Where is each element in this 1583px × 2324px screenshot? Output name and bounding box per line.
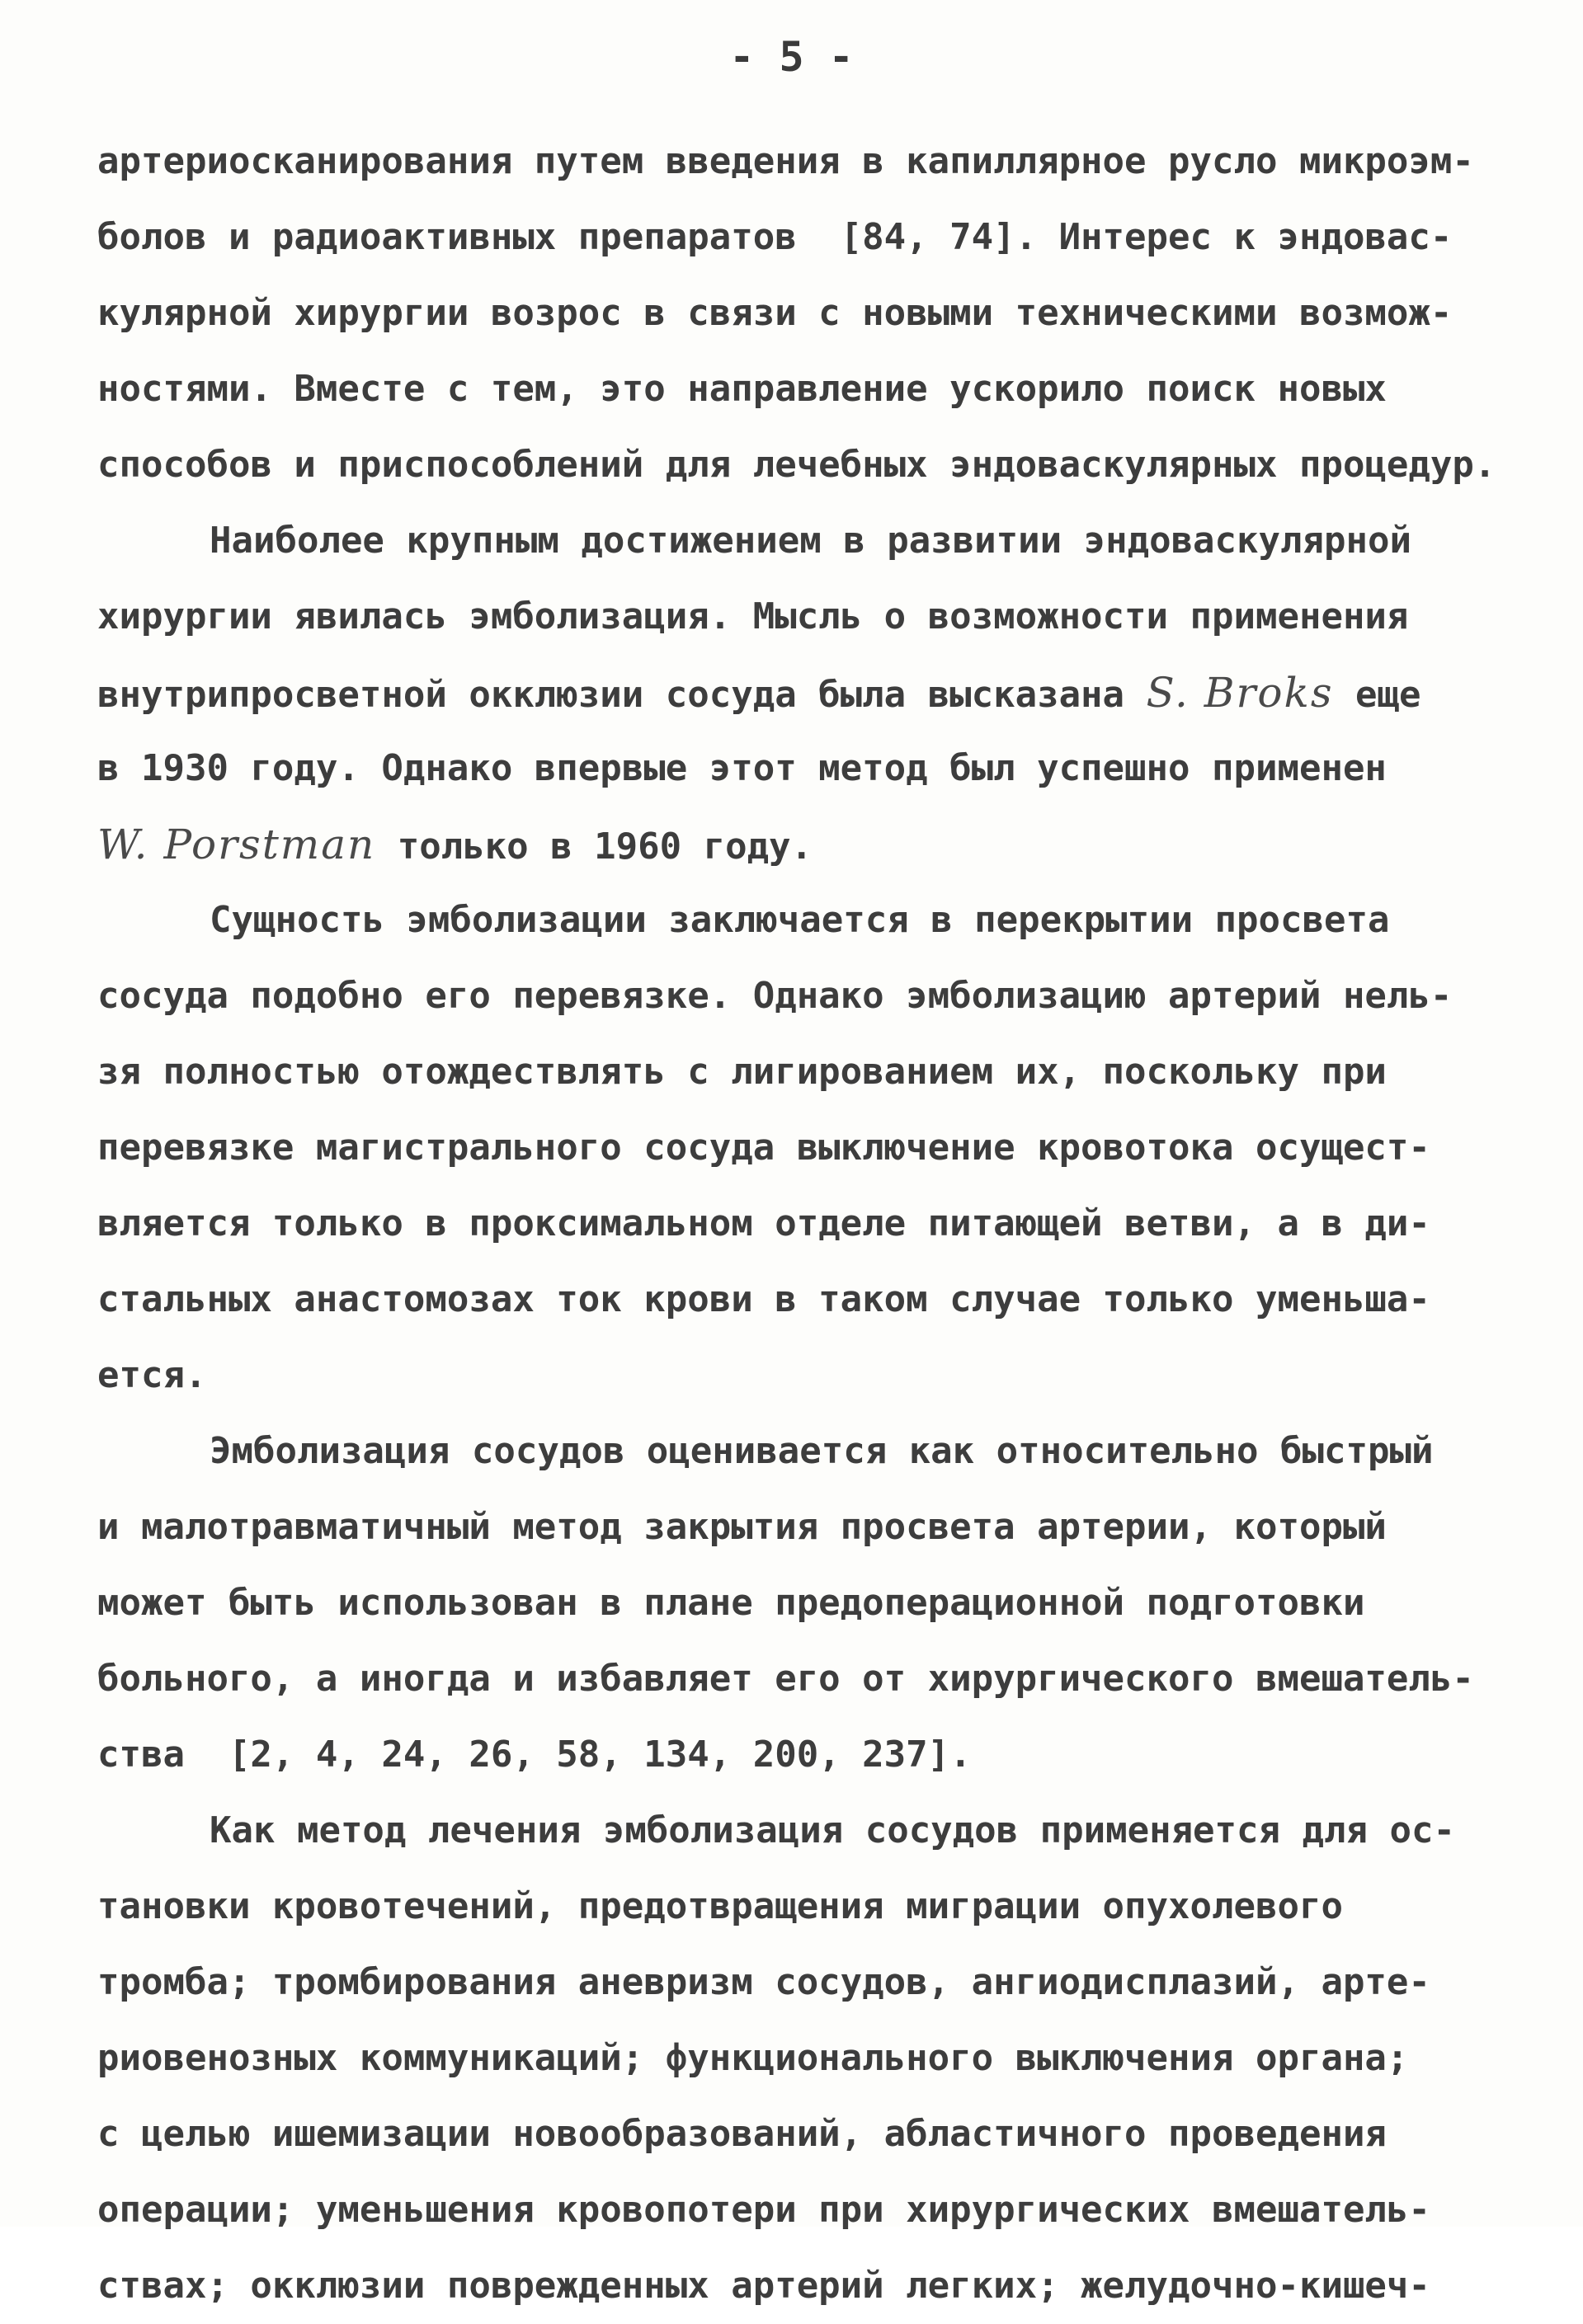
- handwritten-name: W. Porstman: [97, 821, 376, 868]
- text-line: может быть использован в плане предоперационной подготовки: [97, 1582, 1365, 1624]
- text-line: тановки кровотечений, предотвращения миграции опухолевого: [97, 1885, 1343, 1927]
- text-line: артериосканирования путем введения в капиллярное русло микроэм-: [97, 140, 1474, 182]
- text-line: стальных анастомозах ток крови в таком случае только уменьша-: [97, 1278, 1430, 1320]
- text-line: хирургии явилась эмболизация. Мысль о возможности применения: [97, 595, 1409, 637]
- text-segment: еще: [1333, 674, 1421, 716]
- paragraph: [97, 882, 1500, 1414]
- text-line: Наиболее крупным достижением в развитии эндоваскулярной: [210, 520, 1411, 562]
- text-line: [97, 655, 1500, 731]
- text-line: сосуда подобно его перевязке. Однако эмболизацию артерий нель-: [97, 975, 1453, 1017]
- text-line: в 1930 году. Однако впервые этот метод был успешно применен: [97, 747, 1387, 789]
- paragraph: [97, 1793, 1500, 2324]
- page-number: - 5 -: [729, 33, 854, 81]
- text-line: кулярной хирургии возрос в связи с новыми техническими возмож-: [97, 292, 1453, 334]
- document-body: [97, 124, 1500, 2324]
- text-line: Эмболизация сосудов оценивается как относительно быстрый: [210, 1430, 1434, 1472]
- text-line: ства [2, 4, 24, 26, 58, 134, 200, 237].: [97, 1734, 972, 1776]
- text-line: ется.: [97, 1354, 207, 1396]
- text-line: перевязке магистрального сосуда выключение кровотока осущест-: [97, 1127, 1430, 1169]
- text-line: операции; уменьшения кровопотери при хирургических вмешатель-: [97, 2189, 1430, 2231]
- text-line: ствах; окклюзии поврежденных артерий легких; желудочно-кишеч-: [97, 2265, 1430, 2307]
- paragraph: [97, 124, 1500, 503]
- text-segment: только в 1960 году.: [375, 826, 813, 868]
- text-segment: внутрипросветной окклюзии сосуда была высказана: [97, 674, 1147, 716]
- text-line: и малотравматичный метод закрытия просвета артерии, который: [97, 1506, 1387, 1548]
- text-line: Как метод лечения эмболизация сосудов применяется для ос-: [210, 1809, 1455, 1851]
- text-line: с целью ишемизации новообразований, абластичного проведения: [97, 2113, 1387, 2155]
- text-line: зя полностью отождествлять с лигированием их, поскольку при: [97, 1051, 1387, 1093]
- text-line: риовенозных коммуникаций; функционального выключения органа;: [97, 2037, 1409, 2079]
- text-line: [97, 807, 1500, 882]
- text-line: болов и радиоактивных препаратов [84, 74]. Интерес к эндовас-: [97, 216, 1453, 258]
- paragraph: [97, 1414, 1500, 1793]
- text-line: больного, а иногда и избавляет его от хирургического вмешатель-: [97, 1658, 1474, 1700]
- paragraph: [97, 503, 1500, 882]
- text-line: вляется только в проксимальном отделе питающей ветви, а в ди-: [97, 1202, 1430, 1244]
- handwritten-name: S. Broks: [1146, 669, 1334, 717]
- text-line: тромба; тромбирования аневризм сосудов, ангиодисплазий, арте-: [97, 1961, 1430, 2003]
- text-line: ностями. Вместе с тем, это направление ускорило поиск новых: [97, 368, 1387, 410]
- text-line: Сущность эмболизации заключается в перекрытии просвета: [210, 899, 1390, 941]
- text-line: способов и приспособлений для лечебных эндоваскулярных процедур.: [97, 444, 1496, 486]
